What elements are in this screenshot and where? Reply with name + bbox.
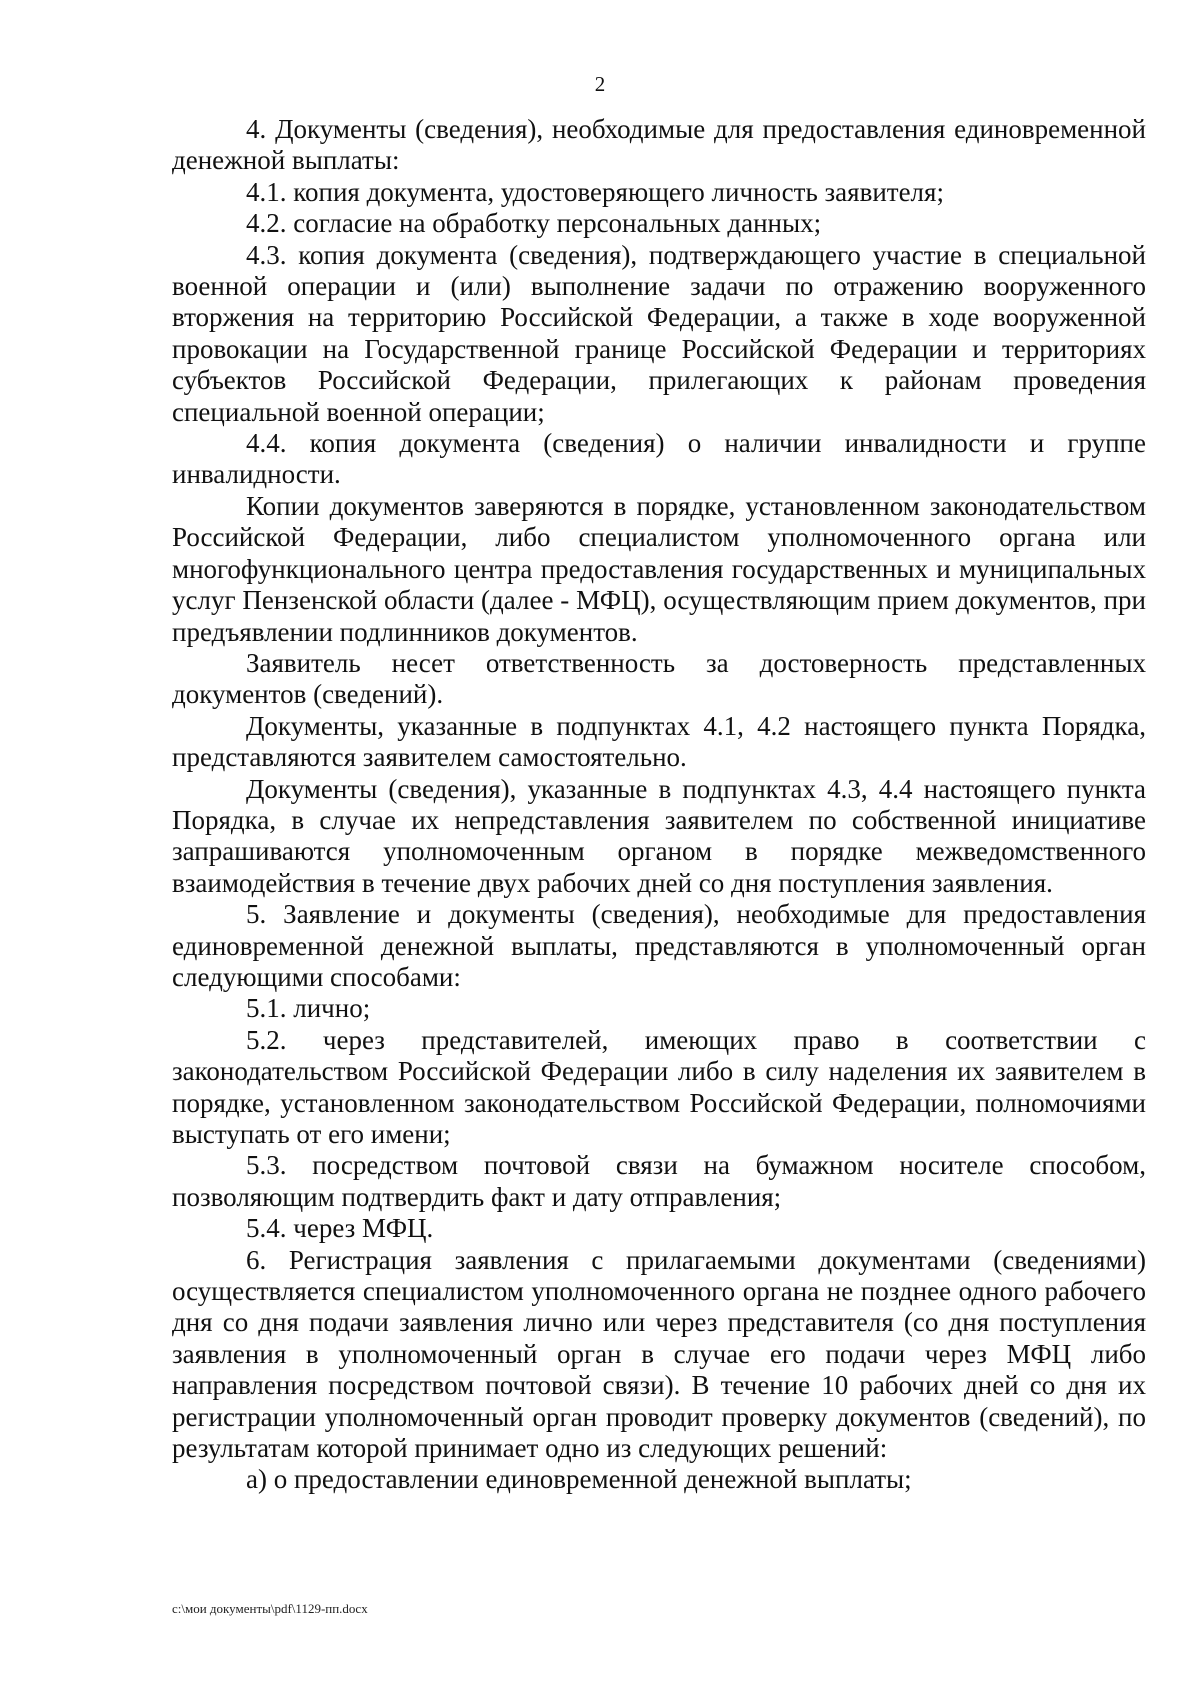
paragraph-6-a: а) о предоставлении единовременной денежной выплаты; — [246, 1464, 912, 1495]
paragraph-6: 6. Регистрация заявления с прилагаемыми документами (сведениями) осуществляется специалистом уполномоченного органа не позднее одного рабочего дня со дня подачи заявления лично или через представителя (со дня поступления заявления в уполномоченный орган в случае его подачи через МФЦ либо направления посредством почтовой связи). В течение 10 рабочих дней со дня их регистрации уполномоченный орган проводит проверку документов (сведений), по результатам которой принимает одно из следующих решений: — [172, 1244, 1146, 1464]
paragraph-4-4: 4.4. копия документа (сведения) о наличии инвалидности и группе инвалидности. — [172, 428, 1146, 490]
paragraph-requested-documents: Документы (сведения), указанные в подпунктах 4.3, 4.4 настоящего пункта Порядка, в случае их непредставления заявителем по собственной инициативе запрашиваются уполномоченным органом в порядке межведомственного взаимодействия в течение двух рабочих дней со дня поступления заявления. — [172, 773, 1146, 898]
paragraph-4-1: 4.1. копия документа, удостоверяющего личность заявителя; — [246, 176, 944, 207]
paragraph-5-2: 5.2. через представителей, имеющих право в соответствии с законодательством Российской Федерации либо в силу наделения их заявителем в порядке, установленном законодательством Российской Федерации, полномочиями выступать от его имени; — [172, 1024, 1146, 1149]
paragraph-5: 5. Заявление и документы (сведения), необходимые для предоставления единовременной денежной выплаты, представляются в уполномоченный орган следующими способами: — [172, 899, 1146, 992]
paragraph-self-submitted-documents: Документы, указанные в подпунктах 4.1, 4.2 настоящего пункта Порядка, представляются заявителем самостоятельно. — [172, 710, 1146, 773]
paragraph-5-1: 5.1. лично; — [246, 993, 371, 1024]
paragraph-applicant-responsibility: Заявитель несет ответственность за достоверность представленных документов (сведений). — [172, 647, 1146, 710]
paragraph-4-3: 4.3. копия документа (сведения), подтверждающего участие в специальной военной операции и (или) выполнение задачи по отражению вооруженного вторжения на территорию Российской Федерации, а также в ходе вооруженной провокации на Государственной границе Российской Федерации и территориях субъектов Российской Федерации, прилегающих к районам проведения специальной военной операции; — [172, 239, 1146, 427]
paragraph-5-4: 5.4. через МФЦ. — [246, 1213, 434, 1244]
footer-file-path: c:\мои документы\pdf\1129-пп.docx — [172, 1601, 368, 1616]
paragraph-5-3: 5.3. посредством почтовой связи на бумажном носителе способом, позволяющим подтвердить факт и дату отправления; — [172, 1150, 1146, 1212]
document-body — [172, 114, 1146, 1496]
page-number: 2 — [594, 72, 606, 96]
paragraph-4-2: 4.2. согласие на обработку персональных данных; — [246, 208, 822, 239]
paragraph-4: 4. Документы (сведения), необходимые для предоставления единовременной денежной выплаты: — [172, 114, 1146, 176]
paragraph-copies-certification: Копии документов заверяются в порядке, установленном законодательством Российской Федерации, либо специалистом уполномоченного органа или многофункционального центра предоставления государственных и муниципальных услуг Пензенской области (далее - МФЦ), осуществляющим прием документов, при предъявлении подлинников документов. — [172, 490, 1146, 647]
